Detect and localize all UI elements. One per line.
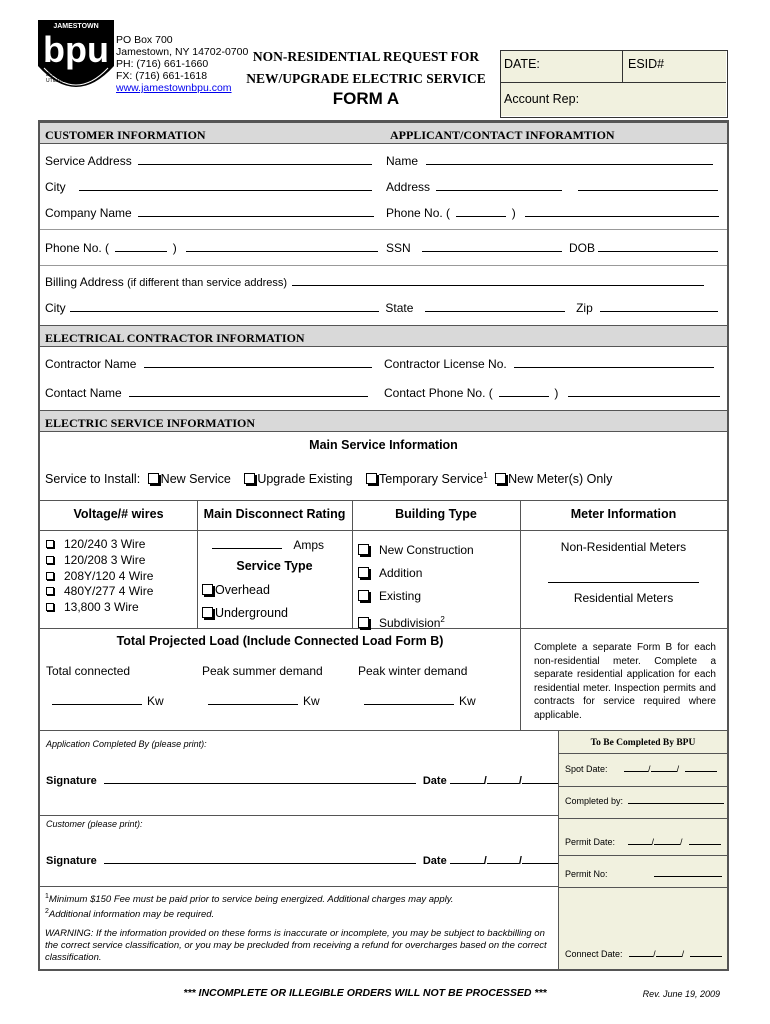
account-rep-field[interactable] <box>501 83 726 116</box>
spot-date-day[interactable] <box>651 763 677 772</box>
voltage-option[interactable] <box>46 537 153 553</box>
customer-print-label: Customer (please print): <box>46 819 143 829</box>
amps-input[interactable] <box>212 537 282 549</box>
billing-city-row <box>45 300 718 315</box>
service-install-label: Service to Install: <box>45 472 141 487</box>
peak-summer-label: Peak summer demand <box>202 664 323 678</box>
company-label: Company Name <box>45 206 132 220</box>
voltage-label: 120/240 3 Wire <box>64 537 146 551</box>
connect-date-row: Connect Date: / / <box>565 948 722 959</box>
underground-checkbox[interactable] <box>202 607 213 618</box>
peak-winter-input[interactable] <box>364 693 454 705</box>
service-type-head: Service Type <box>236 559 313 573</box>
contact-name-input[interactable] <box>129 385 368 397</box>
footnote-2-number: 2 <box>45 908 49 916</box>
address-input-2[interactable] <box>578 179 718 191</box>
customer-area-code-input[interactable] <box>115 240 167 252</box>
logo-main-text: bpu <box>43 29 109 70</box>
building-checkbox[interactable] <box>358 567 369 578</box>
date-field[interactable] <box>501 51 623 83</box>
customer-date-year[interactable] <box>522 852 558 864</box>
phone-number: PH: (716) 661-1660 <box>116 58 209 70</box>
upgrade-existing-option[interactable] <box>244 472 352 486</box>
permit-date-month[interactable] <box>628 836 652 845</box>
total-connected-row <box>52 693 164 708</box>
meter-res-label: Residential Meters <box>573 591 674 605</box>
form-title <box>238 46 494 90</box>
building-checkbox[interactable] <box>358 590 369 601</box>
footnote-1-marker: 1 <box>483 471 488 480</box>
applicant-signature-row: Signature Date / / <box>46 772 558 787</box>
new-meter-checkbox[interactable] <box>495 473 506 484</box>
voltage-label: 208Y/120 4 Wire <box>64 568 154 583</box>
footnote-1-text: Minimum $150 Fee must be paid prior to service being energized. Additional charges may apply. <box>48 894 454 906</box>
service-address-row <box>45 153 372 168</box>
new-meter-label: New Meter(s) Only <box>508 472 613 487</box>
customer-signature-row: Signature Date / / <box>46 852 558 867</box>
account-rep-label: Account Rep: <box>504 92 580 106</box>
building-option[interactable] <box>358 539 474 562</box>
date-label: Date <box>422 775 447 787</box>
customer-signature-input[interactable] <box>104 852 416 864</box>
kw-unit: Kw <box>459 694 476 708</box>
connect-date-day[interactable] <box>656 948 682 957</box>
footnotes <box>45 891 551 921</box>
voltage-head: Voltage/# wires <box>73 507 164 521</box>
spot-date-month[interactable] <box>624 763 648 772</box>
billing-address-input[interactable] <box>292 274 704 286</box>
customer-phone-row <box>45 240 378 255</box>
peak-winter-row <box>364 693 476 708</box>
website-link[interactable]: www.jamestownbpu.com <box>116 82 232 94</box>
dob-row <box>569 240 718 255</box>
meter-count-line[interactable] <box>548 582 699 583</box>
voltage-label: 480Y/277 4 Wire <box>64 584 154 599</box>
contact-name-row <box>45 385 368 400</box>
contact-name-label: Contact Name <box>45 386 122 400</box>
contractor-license-label: Contractor License No. <box>384 357 507 371</box>
warning-text: WARNING: If the information provided on these forms is inaccurate or incomplete, you may be subject to backbilling on the correct service classification, or you may be precluded from receiving a refund for overcharges based on the correct classification. <box>45 928 547 963</box>
company-input[interactable] <box>138 205 374 217</box>
temporary-service-label: Temporary Service <box>379 472 484 487</box>
kw-unit: Kw <box>303 694 320 708</box>
meter-nonres-label: Non-Residential Meters <box>560 540 687 554</box>
customer-heading: CUSTOMER INFORMATION <box>45 128 206 142</box>
name-label: Name <box>386 154 419 168</box>
applicant-heading: APPLICANT/CONTACT INFORAMTION <box>390 128 615 142</box>
city-label: City <box>45 180 66 194</box>
service-install-row <box>45 471 612 486</box>
applicant-phone-label: Phone No. ( <box>386 206 451 220</box>
spot-date-label: Spot Date: <box>565 764 608 774</box>
voltage-option[interactable] <box>46 553 153 569</box>
ssn-label: SSN <box>386 241 411 255</box>
customer-phone-input[interactable] <box>186 240 378 252</box>
voltage-checkbox[interactable] <box>46 603 54 611</box>
customer-phone-label: Phone No. ( <box>45 241 110 255</box>
amps-label: Amps <box>293 538 325 552</box>
address-input-1[interactable] <box>436 179 562 191</box>
contact-phone-input[interactable] <box>568 385 720 397</box>
load-head: Total Projected Load (Include Connected Load Form B) <box>116 634 444 648</box>
underground-label: Underground <box>215 606 288 620</box>
esid-label: ESID# <box>628 57 665 71</box>
city-row <box>45 179 372 194</box>
building-checkbox[interactable] <box>358 544 369 555</box>
city-input[interactable] <box>79 179 372 191</box>
title-line-2: NEW/UPGRADE ELECTRIC SERVICE <box>246 71 486 86</box>
total-connected-input[interactable] <box>52 693 142 705</box>
spot-date-row: Spot Date: / / <box>565 763 717 774</box>
dob-label: DOB <box>569 241 596 255</box>
contact-area-code-input[interactable] <box>499 385 549 397</box>
billing-label: Billing Address <box>45 275 124 289</box>
form-name: FORM A <box>332 89 400 108</box>
billing-row <box>45 274 704 289</box>
connect-date-label: Connect Date: <box>565 949 623 959</box>
voltage-list <box>46 537 153 616</box>
customer-date-day[interactable] <box>487 852 519 864</box>
completed-by-input[interactable] <box>628 795 724 804</box>
voltage-option[interactable] <box>46 600 153 616</box>
billing-zip-label: Zip <box>576 301 593 315</box>
contractor-header-bar <box>40 325 727 347</box>
billing-state-input[interactable] <box>425 300 565 312</box>
meter-head: Meter Information <box>570 507 677 521</box>
logo-arc-text: BOARD OF PUBLIC UTILITIES <box>46 72 92 84</box>
billing-zip-input[interactable] <box>600 300 718 312</box>
bpu-heading: To Be Completed By BPU <box>590 738 696 748</box>
permit-date-label: Permit Date: <box>565 837 616 847</box>
service-header-bar <box>40 410 727 432</box>
connect-date-month[interactable] <box>629 948 653 957</box>
kw-unit: Kw <box>147 694 164 708</box>
applicant-area-code-input[interactable] <box>456 205 506 217</box>
connect-date-year[interactable] <box>690 948 722 957</box>
esid-field[interactable] <box>623 51 726 83</box>
applicant-signature-input[interactable] <box>104 772 416 784</box>
voltage-checkbox[interactable] <box>46 556 54 564</box>
overhead-label: Overhead <box>215 583 270 597</box>
building-list <box>358 539 474 635</box>
voltage-checkbox[interactable] <box>46 572 54 580</box>
contractor-heading: ELECTRICAL CONTRACTOR INFORMATION <box>45 331 305 345</box>
office-use-box <box>500 50 728 118</box>
building-label: Subdivision <box>379 616 441 630</box>
contact-phone-close: ) <box>554 386 559 400</box>
completed-by-label: Completed by: <box>565 796 624 806</box>
contractor-license-input[interactable] <box>514 356 714 368</box>
upgrade-existing-checkbox[interactable] <box>244 473 255 484</box>
contact-phone-row <box>384 385 720 400</box>
fax-number: FX: (716) 661-1618 <box>116 70 208 82</box>
logo-top-text: JAMESTOWN <box>53 23 99 30</box>
footnote-1-number: 1 <box>45 893 49 900</box>
new-meter-option[interactable] <box>495 472 612 486</box>
dob-input[interactable] <box>598 240 718 252</box>
temporary-service-checkbox[interactable] <box>366 473 377 484</box>
peak-summer-input[interactable] <box>208 693 298 705</box>
ssn-input[interactable] <box>422 240 562 252</box>
po-box: PO Box 700 <box>116 34 173 46</box>
name-input[interactable] <box>426 153 713 165</box>
building-label: Addition <box>379 566 423 580</box>
date-label: Date <box>422 855 447 867</box>
applicant-date-day[interactable] <box>487 772 519 784</box>
billing-state-label: State <box>385 301 414 315</box>
new-service-option[interactable] <box>148 472 231 486</box>
underground-option[interactable] <box>202 602 288 625</box>
voltage-checkbox[interactable] <box>46 587 54 595</box>
title-line-1: NON-RESIDENTIAL REQUEST FOR <box>252 49 480 64</box>
voltage-option[interactable] <box>46 569 153 585</box>
voltage-checkbox[interactable] <box>46 540 54 548</box>
new-service-checkbox[interactable] <box>148 473 159 484</box>
permit-date-year[interactable] <box>689 836 721 845</box>
applicant-phone-input[interactable] <box>525 205 719 217</box>
billing-city-label: City <box>45 301 66 315</box>
service-type-list <box>202 579 288 625</box>
building-option[interactable] <box>358 585 474 608</box>
signature-label: Signature <box>46 775 97 787</box>
building-option[interactable] <box>358 562 474 585</box>
permit-no-row <box>565 868 722 879</box>
service-address-label: Service Address <box>45 154 132 168</box>
new-service-label: New Service <box>160 472 231 487</box>
footnote-2 <box>45 906 551 921</box>
footnote-2-text: Additional information may be required. <box>48 909 215 921</box>
peak-winter-label: Peak winter demand <box>358 664 468 678</box>
customer-phone-close: ) <box>172 241 177 255</box>
voltage-option[interactable] <box>46 584 153 600</box>
service-heading: ELECTRIC SERVICE INFORMATION <box>45 416 256 430</box>
total-connected-label: Total connected <box>46 664 131 678</box>
contractor-name-row <box>45 356 372 371</box>
contact-phone-label: Contact Phone No. ( <box>384 386 493 400</box>
voltage-label: 120/208 3 Wire <box>64 552 146 567</box>
permit-date-day[interactable] <box>654 836 680 845</box>
company-row <box>45 205 374 220</box>
building-checkbox[interactable] <box>358 617 369 628</box>
applicant-phone-row <box>386 205 719 220</box>
voltage-label: 13,800 3 Wire <box>64 600 139 615</box>
temporary-service-option[interactable] <box>366 472 488 486</box>
ssn-row <box>386 240 562 255</box>
main-service-title: Main Service Information <box>309 438 458 452</box>
applicant-date-year[interactable] <box>522 772 558 784</box>
applicant-phone-close: ) <box>511 206 516 220</box>
overhead-checkbox[interactable] <box>202 584 213 595</box>
upgrade-existing-label: Upgrade Existing <box>257 472 353 487</box>
customer-header-bar <box>40 122 727 144</box>
city-address: Jamestown, NY 14702-0700 <box>116 46 249 58</box>
peak-summer-row <box>208 693 320 708</box>
applicant-date-month[interactable] <box>450 772 484 784</box>
contractor-name-input[interactable] <box>144 356 372 368</box>
overhead-option[interactable] <box>202 579 288 602</box>
form-b-note: Complete a separate Form B for each non-residential meter. Complete a separate residential application for each residential meter. Inspection permits and contracts for service required where applicable. <box>534 642 716 721</box>
amps-row <box>212 537 324 552</box>
completed-by-row <box>565 795 724 806</box>
footnote-2-marker: 2 <box>440 615 445 624</box>
building-option[interactable] <box>358 608 474 635</box>
spot-date-year[interactable] <box>685 763 717 772</box>
building-head: Building Type <box>395 507 477 521</box>
revision-date: Rev. June 19, 2009 <box>642 989 720 999</box>
address-row <box>386 179 718 194</box>
building-label: Existing <box>379 589 422 603</box>
billing-note: (if different than service address) <box>127 277 288 289</box>
incomplete-warning: *** INCOMPLETE OR ILLEGIBLE ORDERS WILL NOT BE PROCESSED *** <box>183 987 547 999</box>
footnote-1 <box>45 891 551 906</box>
disconnect-head: Main Disconnect Rating <box>203 507 346 521</box>
name-row <box>386 153 713 168</box>
customer-date-month[interactable] <box>450 852 484 864</box>
building-label: New Construction <box>379 543 474 557</box>
contact-block <box>116 34 248 94</box>
permit-no-input[interactable] <box>654 868 722 877</box>
billing-city-input[interactable] <box>70 300 379 312</box>
contractor-name-label: Contractor Name <box>45 357 137 371</box>
signature-label: Signature <box>46 855 97 867</box>
permit-no-label: Permit No: <box>565 869 608 879</box>
permit-date-row: Permit Date: / / <box>565 836 721 847</box>
address-label: Address <box>386 180 431 194</box>
service-address-input[interactable] <box>138 153 372 165</box>
date-label: DATE: <box>504 57 540 71</box>
app-completed-label: Application Completed By (please print): <box>46 739 207 749</box>
contractor-license-row <box>384 356 714 371</box>
